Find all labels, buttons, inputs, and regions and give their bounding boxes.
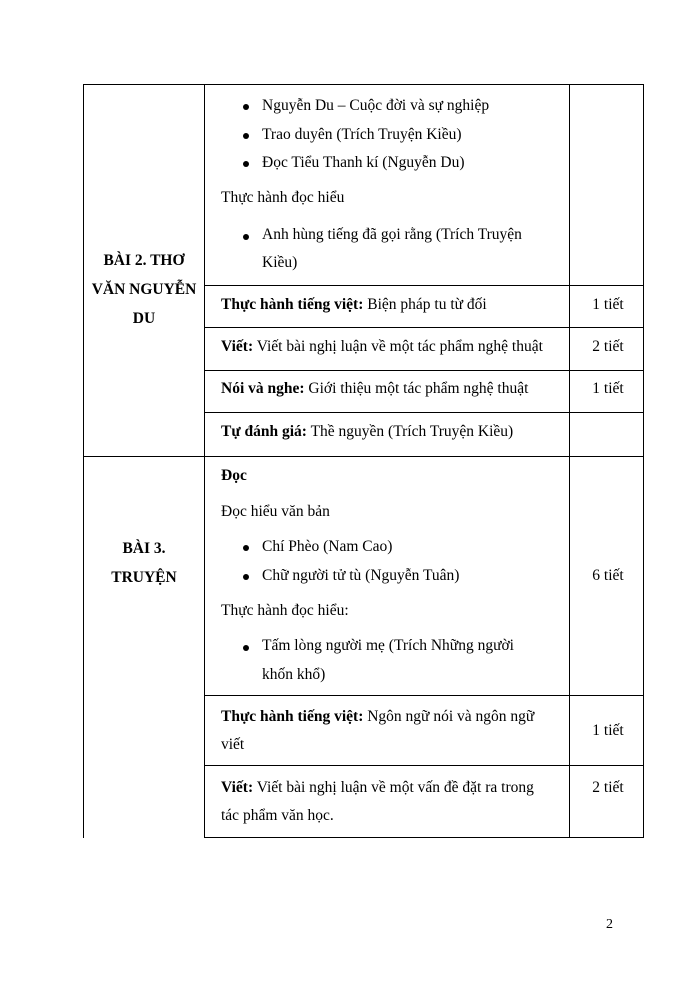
lesson-3-title [84, 534, 204, 592]
reading-item: Đọc Tiểu Thanh kí (Nguyễn Du) [262, 154, 465, 171]
row-divider [204, 412, 644, 413]
writing-row [221, 338, 543, 356]
comprehension-heading: Đọc hiểu văn bản [221, 503, 330, 520]
row-time: 2 tiết [592, 338, 624, 355]
row-label: Tự đánh giá: [221, 423, 307, 440]
table-border-left [83, 84, 84, 838]
practice-heading: Thực hành đọc hiểu [221, 189, 345, 206]
reading-item: Chữ người tử tù (Nguyễn Tuân) [262, 567, 460, 584]
row-divider [204, 285, 644, 286]
practice-item-line: Tấm lòng người mẹ (Trích Những người [262, 637, 514, 654]
row-divider [204, 327, 644, 328]
practice-heading: Thực hành đọc hiểu: [221, 602, 349, 619]
bullet-icon [243, 574, 249, 580]
bullet-icon [243, 161, 249, 167]
writing-row [221, 779, 534, 797]
vietnamese-practice-row [221, 708, 534, 726]
table-border-top [83, 84, 644, 85]
bullet-icon [243, 104, 249, 110]
row-text: Giới thiệu một tác phẩm nghệ thuật [304, 380, 529, 397]
speaking-listening-row [221, 380, 528, 398]
row-label: Thực hành tiếng việt: [221, 296, 364, 313]
row-time: 1 tiết [592, 296, 624, 313]
row-label: Viết: [221, 779, 254, 796]
row-label: Viết: [221, 338, 254, 355]
reading-item: Nguyễn Du – Cuộc đời và sự nghiệp [262, 97, 490, 114]
row-text: Viết bài nghị luận về một tác phẩm nghệ thuật [253, 338, 543, 355]
bullet-icon [243, 133, 249, 139]
lesson-2-title-line: DU [132, 310, 156, 327]
practice-item-line: khốn khổ) [262, 666, 326, 683]
row-text-continuation: viết [221, 736, 245, 753]
page-number: 2 [606, 917, 613, 932]
row-text: Thề nguyền (Trích Truyện Kiều) [306, 423, 514, 440]
bullet-icon [243, 645, 249, 651]
reading-item: Chí Phèo (Nam Cao) [262, 538, 393, 555]
row-text: Biện pháp tu từ đối [363, 296, 487, 313]
row-time: 2 tiết [592, 779, 624, 796]
vietnamese-practice-row [221, 296, 487, 314]
practice-item-line: Anh hùng tiếng đã gọi rằng (Trích Truyện [262, 226, 522, 243]
table-border-first-column-divider [204, 84, 205, 838]
self-assessment-row [221, 423, 513, 441]
bullet-icon [243, 234, 249, 240]
lesson-3-title-line: BÀI 3. [122, 540, 166, 557]
practice-item-line: Kiều) [262, 254, 298, 271]
lesson-divider [83, 456, 644, 457]
lesson-3-title-line: TRUYỆN [111, 569, 177, 586]
lesson-2-title-line: VĂN NGUYỄN [91, 281, 197, 298]
row-time: 1 tiết [592, 380, 624, 397]
reading-time: 6 tiết [592, 567, 624, 584]
row-divider [204, 370, 644, 371]
row-text: Viết bài nghị luận về một vấn đề đặt ra trong [253, 779, 534, 796]
row-label: Thực hành tiếng việt: [221, 708, 364, 725]
row-divider [204, 695, 644, 696]
row-divider [204, 765, 644, 766]
row-text-continuation: tác phẩm văn học. [221, 807, 334, 824]
row-bottom-divider [204, 837, 644, 838]
bullet-icon [243, 545, 249, 551]
row-label: Nói và nghe: [221, 380, 305, 397]
reading-heading: Đọc [221, 467, 247, 484]
reading-item: Trao duyên (Trích Truyện Kiều) [262, 126, 462, 143]
lesson-2-title-line: BÀI 2. THƠ [103, 252, 185, 269]
lesson-2-title [84, 246, 204, 333]
row-text: Ngôn ngữ nói và ngôn ngữ [363, 708, 535, 725]
row-time: 1 tiết [592, 722, 624, 739]
